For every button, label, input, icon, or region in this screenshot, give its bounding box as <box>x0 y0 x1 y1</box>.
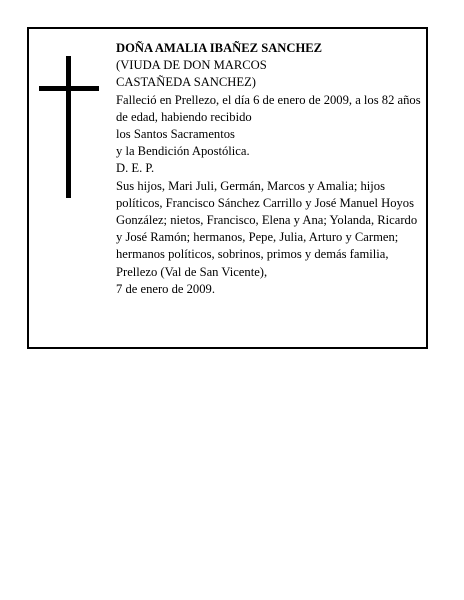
death-statement: Falleció en Prellezo, el día 6 de enero de 2009, a los 82 años <box>116 92 421 107</box>
sacraments-line: los Santos Sacramentos <box>116 127 235 142</box>
obituary-notice <box>27 27 428 349</box>
obituary-text <box>116 40 421 298</box>
deceased-name: DOÑA AMALIA IBAÑEZ SANCHEZ <box>116 41 323 55</box>
cross-icon <box>39 56 99 198</box>
widow-line-2: CASTAÑEDA SANCHEZ) <box>116 75 256 90</box>
blessing-line: y la Bendición Apostólica. <box>116 144 250 159</box>
date-line: 7 de enero de 2009. <box>116 281 215 296</box>
age-line: de edad, habiendo recibido <box>116 109 252 124</box>
cross-vertical-bar <box>66 56 71 198</box>
rip-line: D. E. P. <box>116 161 155 176</box>
family-paragraph: Sus hijos, Mari Juli, Germán, Marcos y Amalia; hijos políticos, Francisco Sánchez Carrillo y José Manuel Hoyos González; nietos, Francisco, Elena y Ana; Yolanda, Ricardo y José Ramón; hermanos, Pepe, Julia, Arturo y Carmen; hermanos políticos, sobrinos, primos y demás familia, <box>116 178 418 262</box>
place-line: Prellezo (Val de San Vicente), <box>116 264 268 279</box>
widow-line-1: (VIUDA DE DON MARCOS <box>116 58 267 73</box>
cross-horizontal-bar <box>39 86 99 91</box>
